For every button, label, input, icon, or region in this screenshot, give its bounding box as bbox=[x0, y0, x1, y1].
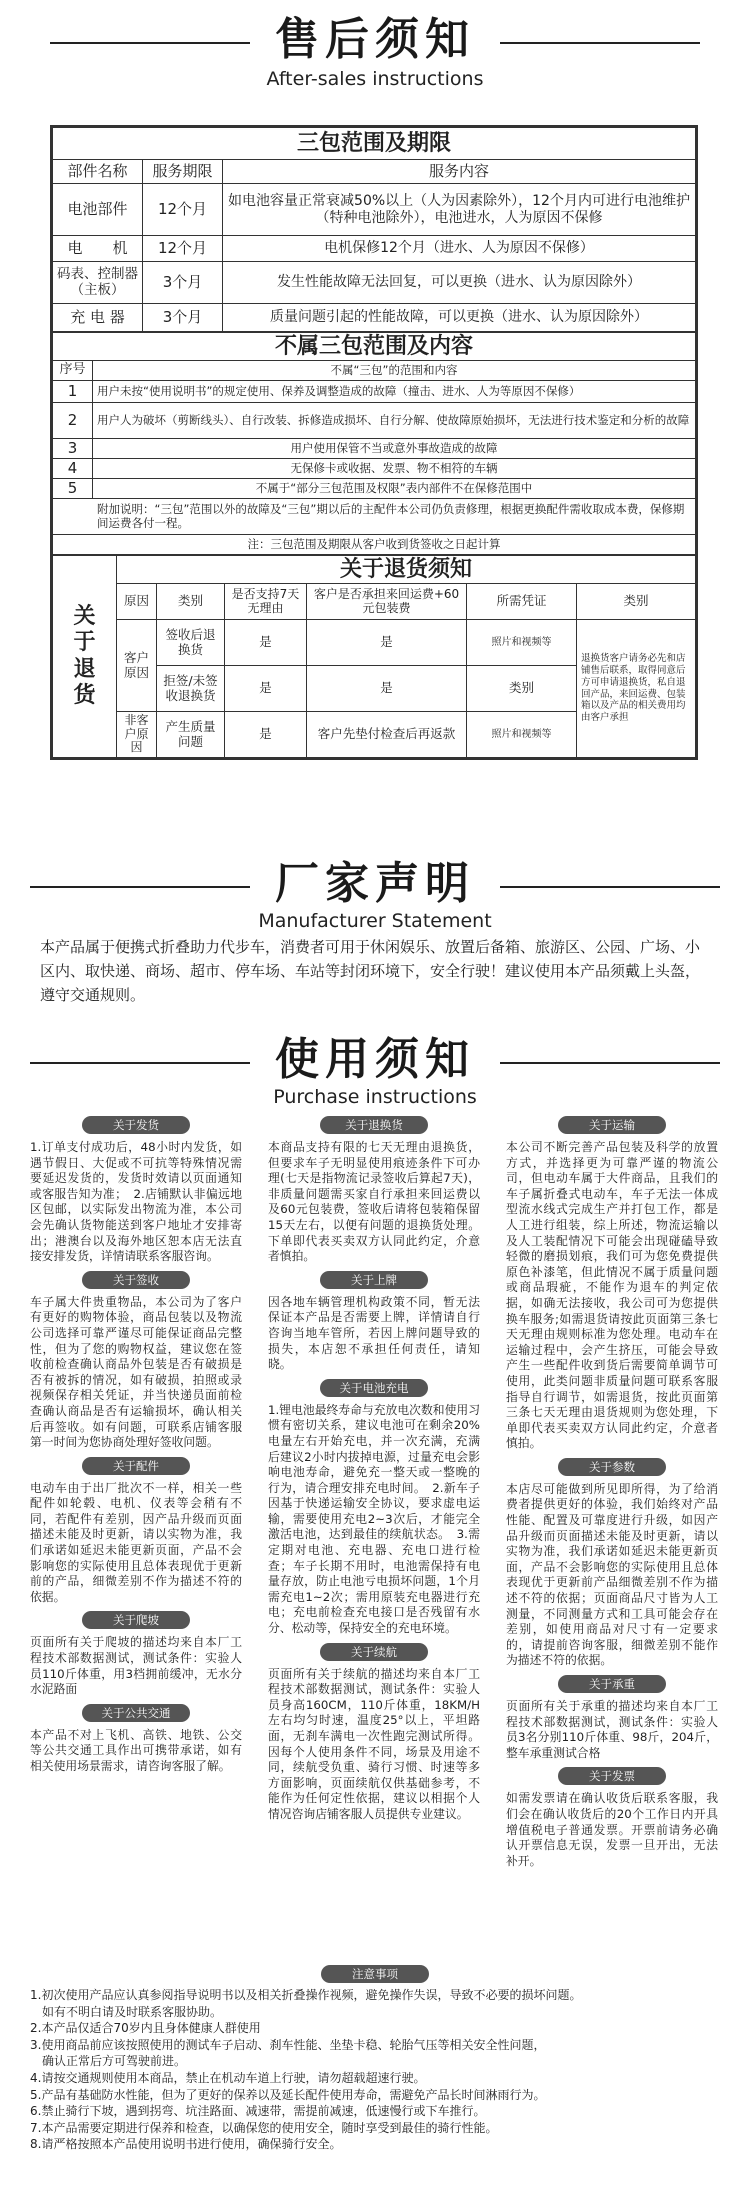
section-label: 关于运输 bbox=[558, 1116, 666, 1134]
table-row bbox=[53, 184, 696, 236]
table-row bbox=[53, 439, 696, 459]
table-row bbox=[53, 236, 696, 262]
note-line: 7.本产品需要定期进行保养和检查，以确保您的使用安全，随时享受到最佳的骑行性能。 bbox=[30, 2120, 498, 2135]
note-line: 5.产品有基础防水性能，但为了更好的保养以及延长配件使用寿命，需避免产品长时间淋雨行为。 bbox=[30, 2087, 546, 2102]
section-text: 1.锂电池最终寿命与充放电次数和使用习惯有密切关系，建议电池可在剩余20%电量左右开始充电，并一次充满，充满后建议2小时内拔掉电源，过量充电会影响电池寿命，避免充一整天或一整晚的行为，请合理安排充电时间。 2.新车子因基于快递运输安全协议，要求虚电运输，需要使用充电2~3次后，才能完全激活电池，达到最佳的续航状态。 3.需定期对电池、充电器、充电口进行检查；车子长期不用时，电池需保持有电量存放，防止电池亏电损坏问题，1个月需充电1~2次；需用原装充电器进行充电；充电前检查充电接口是否残留有水分、松动等，保持安全的充电环境。 bbox=[268, 1402, 480, 1636]
section-label: 关于退换货 bbox=[320, 1116, 428, 1134]
section-text: 本产品不对上飞机、高铁、地铁、公交等公共交通工具作出可携带承诺，如有相关使用场景需求，请咨询客服了解。 bbox=[30, 1727, 242, 1773]
section-text: 本店尽可能做到所见即所得，为了给消费者提供更好的体验，我们始终对产品性能、配置及可靠度进行升级，如因产品升级而页面描述未能及时更新，请以实物为准，我们承诺如延迟未能更新页面，产品不会影响您的实际使用且总体表现优于更新前产品细微差别不作为描述不符的依据；页面商品尺寸皆为人工测量，不同测量方式和工具可能会存在差别，如使用商品对尺寸有一定要求的，请提前咨询客服，细微差别不能作为描述不符的依据。 bbox=[506, 1481, 718, 1668]
service-period: 12个月 bbox=[143, 236, 223, 262]
excluded-item: 不属于“部分三包范围及权限”表内部件不在保修范围中 bbox=[93, 479, 696, 499]
return-header-reason: 原因 bbox=[117, 584, 157, 620]
seven-day-value: 是 bbox=[225, 712, 307, 758]
seq-no: 2 bbox=[53, 403, 93, 439]
header-rule-right bbox=[500, 886, 720, 888]
header-rule-left bbox=[30, 886, 250, 888]
seq-no: 4 bbox=[53, 459, 93, 479]
header-content: 服务内容 bbox=[223, 160, 696, 184]
manufacturer-header bbox=[0, 858, 750, 932]
section-label: 关于发货 bbox=[82, 1116, 190, 1134]
after-sales-subtitle: After-sales instructions bbox=[266, 68, 484, 90]
section-label: 关于上牌 bbox=[320, 1271, 428, 1289]
note-line: 如有不明白请及时联系客服协助。 bbox=[30, 2004, 223, 2019]
excluded-item: 用户人为破坏（剪断线头）、自行改装、拆修造成损坏、自行分解、使故障原始损坏，无法进行技术鉴定和分析的故障 bbox=[93, 403, 696, 439]
excluded-item: 用户未按“使用说明书”的规定使用、保养及调整造成的故障（撞击、进水、人为等原因不保修） bbox=[93, 381, 696, 403]
return-policy-note: 退换货客户请务必先和店铺售后联系，取得同意后方可申请退换货，私自退回产品，来回运费、包装箱以及产品的相关费用均由客户承担 bbox=[577, 620, 696, 758]
section-text: 1.订单支付成功后，48小时内发货，如遇节假日、大促或不可抗等特殊情况需要延迟发货的，发货时效请以页面通知或客服告知为准； 2.店铺默认非偏远地区包邮，以实际发出物流为准，本公司会先确认货物能送到客户地址才安排寄出；港澳台以及海外地区恕本店无法直接安排发货，详情请联系客服咨询。 bbox=[30, 1140, 242, 1264]
section-text: 本商品支持有限的七天无理由退换货，但要求车子无明显使用痕迹条件下可办理(七天是指物流记录签收后算起7天)，非质量问题需买家自行承担来回运费以及60元包装费，签收后请将包装箱保留15天左右，以便有问题的退换货处理。下单即代表买卖双方认同此约定，介意者慎拍。 bbox=[268, 1140, 480, 1264]
header-period: 服务期限 bbox=[143, 160, 223, 184]
fee-value: 是 bbox=[307, 666, 467, 712]
service-period: 3个月 bbox=[143, 262, 223, 304]
after-sales-header bbox=[0, 14, 750, 90]
note-line: 确认正常后方可驾驶前进。 bbox=[30, 2054, 187, 2069]
section-label: 关于配件 bbox=[82, 1457, 190, 1475]
note-line: 8.请严格按照本产品使用说明书进行使用，确保骑行安全。 bbox=[30, 2137, 342, 2152]
notes-section bbox=[30, 1965, 720, 2153]
section-label: 关于爬坡 bbox=[82, 1611, 190, 1629]
service-period: 3个月 bbox=[143, 304, 223, 332]
table-row bbox=[53, 479, 696, 499]
section-text: 如需发票请在确认收货后联系客服，我们会在确认收货后的20个工作日内开具增值税电子普通发票。开票前请务必确认开票信息无误，发票一旦开出，无法补开。 bbox=[506, 1791, 718, 1868]
seven-day-value: 是 bbox=[225, 620, 307, 666]
notes-label: 注意事项 bbox=[321, 1965, 429, 1983]
seq-label: 序号 bbox=[53, 361, 93, 381]
note-line: 4.请按交通规则使用本商品，禁止在机动车道上行驶，请勿超载超速行驶。 bbox=[30, 2070, 426, 2085]
service-content: 质量问题引起的性能故障，可以更换（进水、认为原因除外） bbox=[223, 304, 696, 332]
section-label: 关于参数 bbox=[558, 1458, 666, 1476]
excluded-item: 用户使用保管不当或意外事故造成的故障 bbox=[93, 439, 696, 459]
scope-note: 注：三包范围及期限从客户收到货签收之日起计算 bbox=[53, 535, 696, 555]
usage-column-1 bbox=[30, 1110, 242, 1775]
usage-header bbox=[0, 1034, 750, 1108]
usage-column-2 bbox=[268, 1110, 480, 1823]
usage-column-3 bbox=[506, 1110, 718, 1869]
proof-value: 照片和视频等 bbox=[467, 620, 577, 666]
return-type: 拒签/未签收退换货 bbox=[157, 666, 225, 712]
seq-no: 1 bbox=[53, 381, 93, 403]
usage-subtitle: Purchase instructions bbox=[273, 1086, 477, 1108]
reason-other: 非客户原因 bbox=[117, 712, 157, 758]
section-text: 页面所有关于承重的描述均来自本厂工程技术部数据测试，测试条件：实验人员3名分别110斤体重、98斤，204斤，整车承重测试合格 bbox=[506, 1699, 718, 1760]
section-text: 页面所有关于续航的描述均来自本厂工程技术部数据测试，测试条件：实验人员身高160CM，110斤体重，18KM/H左右均匀时速，温度25°以上，平坦路面，无刹车满电一次性跑完测试所得。因每个人使用条件不同，场景及用途不同，续航受负重、骑行习惯、时速等多方面影响，页面续航仅供基础参考，不能作为任何定性依据，建议以相据个人情况咨询店铺客服人员提供专业建议。 bbox=[268, 1666, 480, 1821]
section-text: 电动车由于出厂批次不一样，相关一些配件如轮毂、电机、仪表等会稍有不同，若配件有差别，因产品升级而页面描述未能及时更新，请以实物为准，我们承诺如延迟未能更新页面，产品不会影响您的实际使用且总体表现优于更新前的产品，细微差别不作为描述不符的依据。 bbox=[30, 1480, 242, 1604]
part-name: 充 电 器 bbox=[53, 304, 143, 332]
proof-value: 类别 bbox=[467, 666, 577, 712]
return-header-fee: 客户是否承担来回运费+60元包装费 bbox=[307, 584, 467, 620]
manufacturer-statement: 本产品属于便携式折叠助力代步车，消费者可用于休闲娱乐、放置后备箱、旅游区、公园、广场、小区内、取快递、商场、超市、停车场、车站等封闭环境下，安全行驶！建议使用本产品须戴上头盔，遵守交通规则。 bbox=[40, 938, 701, 1004]
return-type: 产生质量问题 bbox=[157, 712, 225, 758]
note-line: 3.使用商品前应该按照使用的测试车子启动、刹车性能、坐垫卡稳、轮胎气压等相关安全性问题， bbox=[30, 2037, 546, 2052]
section-label: 关于公共交通 bbox=[82, 1704, 190, 1722]
section-label: 关于发票 bbox=[558, 1767, 666, 1785]
table-row bbox=[53, 403, 696, 439]
manufacturer-subtitle: Manufacturer Statement bbox=[258, 910, 492, 932]
return-side-label: 关于退货 bbox=[53, 556, 117, 758]
seven-day-value: 是 bbox=[225, 666, 307, 712]
return-header-type: 类别 bbox=[157, 584, 225, 620]
return-header-category: 类别 bbox=[577, 584, 696, 620]
service-content: 发生性能故障无法回复，可以更换（进水、认为原因除外） bbox=[223, 262, 696, 304]
part-name: 电池部件 bbox=[53, 184, 143, 236]
return-header-proof: 所需凭证 bbox=[467, 584, 577, 620]
manufacturer-title: 厂家声明 bbox=[275, 858, 475, 909]
section-label: 关于电池充电 bbox=[320, 1379, 428, 1397]
header-rule-right bbox=[500, 1062, 720, 1064]
table-row bbox=[53, 620, 696, 666]
service-content: 电机保修12个月（进水、人为原因不保修） bbox=[223, 236, 696, 262]
table-row bbox=[53, 381, 696, 403]
table-row bbox=[53, 459, 696, 479]
excluded-head: 不属“三包”的范围和内容 bbox=[93, 361, 696, 381]
section-text: 车子属大件贵重物品，本公司为了客户有更好的购物体验，商品包装以及物流公司选择可靠严谨尽可能保证商品完整性，但为了您的购物权益，建议您在签收前检查确认商品外包装是否有破损是否有被拆的情况，如有破损，拍照或录视频保存相关凭证，并当快递员面前检查确认商品是否有运输损坏，确认相关后再签收。如有问题，可联系店铺客服第一时间为您协商处理好签收问题。 bbox=[30, 1294, 242, 1450]
note-line: 6.禁止骑行下坡，遇到拐弯、坑洼路面、减速带，需提前减速，低速慢行或下车推行。 bbox=[30, 2104, 486, 2119]
proof-value: 照片和视频等 bbox=[467, 712, 577, 758]
section-text: 本公司不断完善产品包装及科学的放置方式，并选择更为可靠严谨的物流公司，但电动车属于大件商品，且我们的车子属折叠式电动车，车子无法一体成型流水线式完成生产并打包工作，都是人工进行组装，综上所述，物流运输以及人工装配情况下可能会出现碰磕导致轻微的磨损划痕，我们可为您免费提供原色补漆笔，但此情况不属于质量问题或商品瑕疵，不能作为退车的判定依据，如确无法接收，我公司可为您提供换车服务;如需退货请按此页面第三条七天无理由规则标准为您处理。电动车在运输过程中，会产生挤压，可能会导致产生一些配件收到货后需要简单调节可使用，此类问题非质量问题可联系客服指导自行调节，如需退货，按此页面第三条七天无理由退货规则为您处理，下单即代表买卖双方认同此约定，介意者慎拍。 bbox=[506, 1140, 718, 1451]
note-line: 2.本产品仅适合70岁内且身体健康人群使用 bbox=[30, 2021, 261, 2036]
fee-value: 客户先垫付检查后再返款 bbox=[307, 712, 467, 758]
return-title: 关于退货须知 bbox=[117, 556, 696, 584]
excluded-title: 不属三包范围及内容 bbox=[53, 333, 696, 361]
scope-title: 三包范围及期限 bbox=[53, 128, 696, 160]
header-rule-left bbox=[50, 42, 250, 44]
warranty-scope-table bbox=[50, 125, 698, 760]
seq-no: 3 bbox=[53, 439, 93, 459]
table-row bbox=[53, 262, 696, 304]
service-period: 12个月 bbox=[143, 184, 223, 236]
fee-value: 是 bbox=[307, 620, 467, 666]
section-text: 页面所有关于爬坡的描述均来自本厂工程技术部数据测试，测试条件：实验人员110斤体重，用3档拥前缓冲，无水分水泥路面 bbox=[30, 1635, 242, 1697]
section-text: 因各地车辆管理机构政策不同，暂无法保证本产品是否需要上牌，详情请自行咨询当地车管所，若因上牌问题导致的损失，本店恕不承担任何责任，请知晓。 bbox=[268, 1294, 480, 1372]
section-label: 关于续航 bbox=[320, 1643, 428, 1661]
usage-title: 使用须知 bbox=[275, 1034, 475, 1085]
header-rule-left bbox=[30, 1062, 250, 1064]
part-name: 电 机 bbox=[53, 236, 143, 262]
header-part: 部件名称 bbox=[53, 160, 143, 184]
table-row bbox=[53, 304, 696, 332]
note-line: 1.初次使用产品应认真参阅指导说明书以及相关折叠操作视频，避免操作失误，导致不必要的损坏问题。 bbox=[30, 1988, 582, 2002]
header-rule-right bbox=[500, 42, 700, 44]
part-name: 码表、控制器（主板） bbox=[53, 262, 143, 304]
return-type: 签收后退换货 bbox=[157, 620, 225, 666]
service-content: 如电池容量正常衰减50%以上（人为因素除外），12个月内可进行电池维护（特种电池除外），电池进水，人为原因不保修 bbox=[223, 184, 696, 236]
additional-note: 附加说明：“三包”范围以外的故障及“三包”期以后的主配件本公司仍负责修理，根据更换配件需收取成本费，保修期间运费各付一程。 bbox=[53, 499, 696, 535]
after-sales-title: 售后须知 bbox=[275, 14, 475, 65]
return-header-seven-day: 是否支持7天无理由 bbox=[225, 584, 307, 620]
seq-no: 5 bbox=[53, 479, 93, 499]
section-label: 关于签收 bbox=[82, 1271, 190, 1289]
section-label: 关于承重 bbox=[558, 1675, 666, 1693]
excluded-item: 无保修卡或收据、发票、物不相符的车辆 bbox=[93, 459, 696, 479]
reason-customer: 客户原因 bbox=[117, 620, 157, 712]
